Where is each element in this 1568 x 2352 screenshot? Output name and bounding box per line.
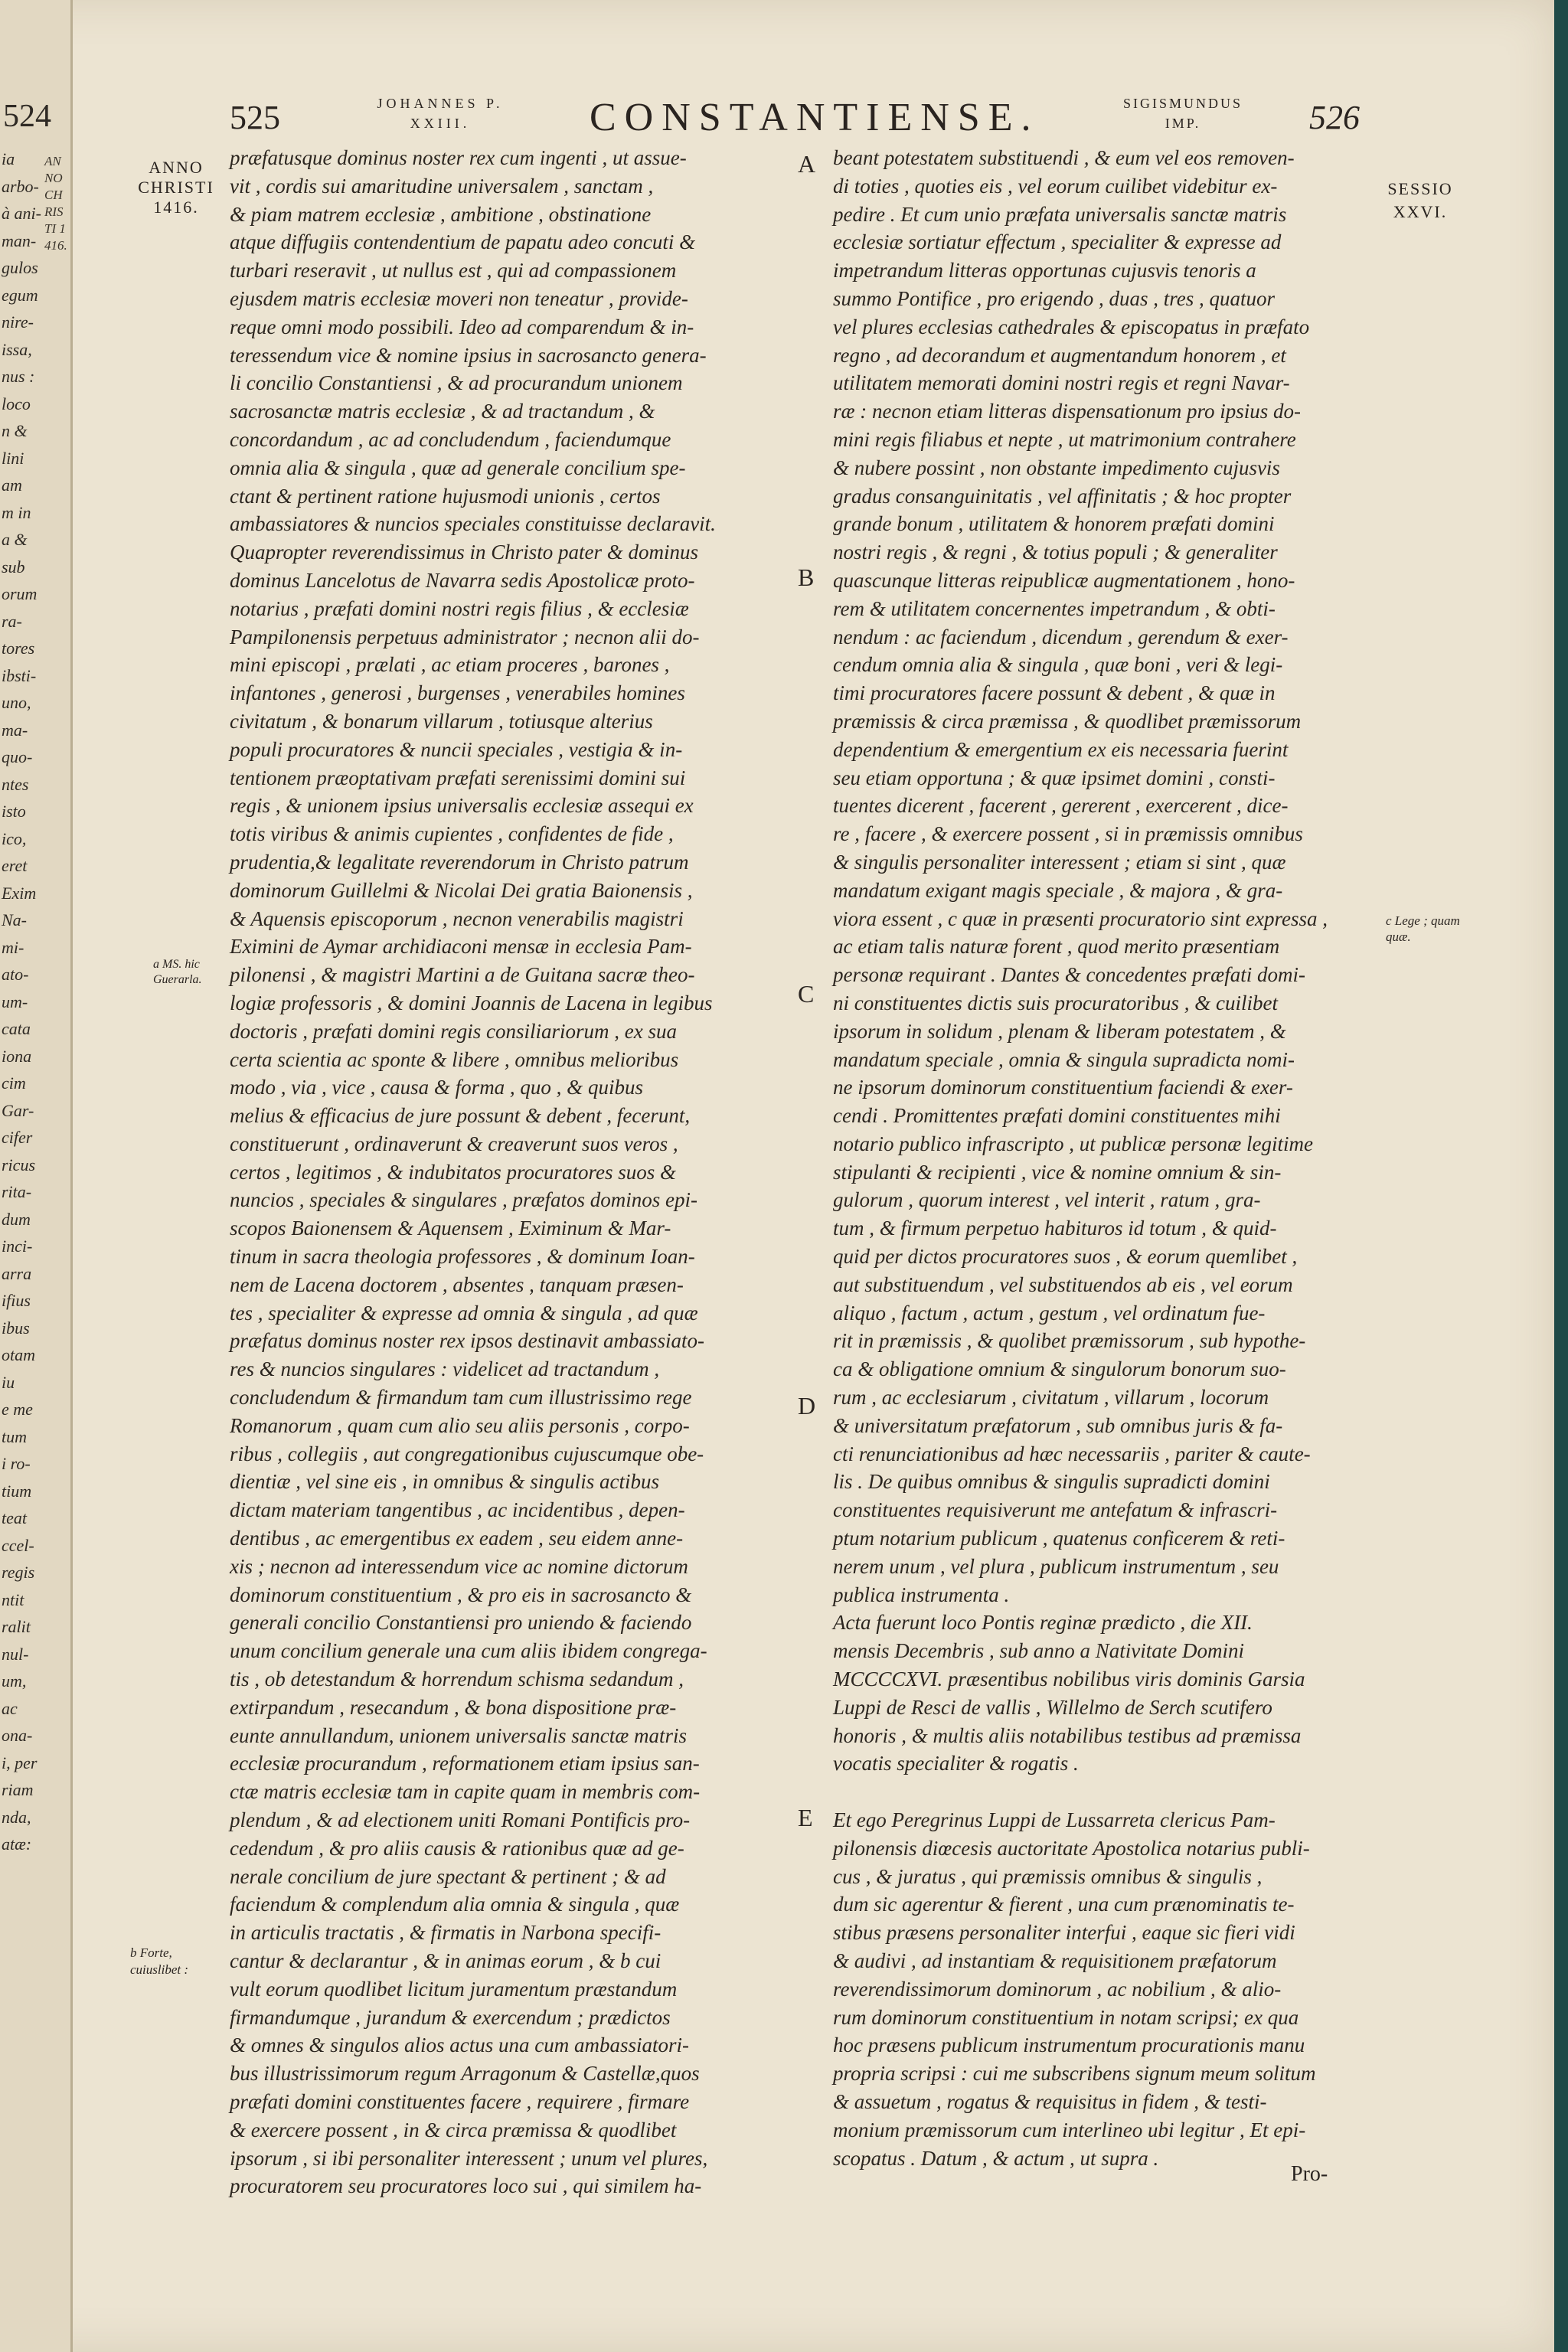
text-line: procuratorem seu procuratores loco sui , qui similem ha- (230, 2174, 702, 2198)
text-line: scopatus . Datum , & actum , ut supra . (833, 2146, 1159, 2170)
left-text-column (230, 144, 804, 2200)
section-letter-c: C (798, 980, 815, 1008)
text-line: propria scripsi : cui me subscribens signum meum solitum (833, 2062, 1316, 2086)
text-line: tuentes dicerent , facerent , gererent , exercerent , dice- (833, 794, 1289, 818)
previous-page-fragment: ia (2, 149, 15, 168)
previous-page-fragment: ricus (2, 1155, 35, 1174)
section-letter-a: A (798, 150, 816, 178)
text-line: ac etiam talis naturæ forent , quod merito præsentiam (833, 935, 1280, 959)
text-line: tum , & firmum perpetuo habituros id totum , & quid- (833, 1217, 1277, 1240)
previous-page-fragment: ico, (2, 828, 27, 848)
text-line: populi procuratores & nuncii speciales , vestigia & in- (230, 737, 683, 761)
section-letter-d: D (798, 1392, 816, 1419)
previous-page-fragment: issa, (2, 339, 32, 359)
text-line: ca & obligatione omnium & singulorum bonorum suo- (833, 1357, 1286, 1381)
text-line: bus illustrissimorum regum Arragonum & Castellæ,quos (230, 2062, 700, 2086)
text-line: ptum notarium publicum , quatenus conficerem & reti- (833, 1527, 1285, 1550)
previous-page-fragment: ifius (2, 1291, 31, 1310)
text-line: Acta fuerunt loco Pontis reginæ prædicto , die XII. (833, 1611, 1253, 1635)
text-line: aliquo , factum , actum , gestum , vel ordinatum fue- (833, 1301, 1266, 1325)
text-line: lis . De quibus omnibus & singulis supradicti domini (833, 1470, 1270, 1494)
previous-page-fragment: à ani- (2, 204, 41, 223)
text-line: personæ requirant . Dantes & concedentes præfati domi- (833, 963, 1305, 987)
text-line: & omnes & singulos alios actus una cum ambassiatori- (230, 2034, 690, 2057)
text-line: gradus consanguinitatis , vel affinitatis ; & hoc propter (833, 484, 1292, 508)
text-line: rem & utilitatem concernentes impetrandum , & obti- (833, 596, 1276, 620)
text-line: summo Pontifice , pro erigendo , duas , tres , quatuor (833, 286, 1275, 310)
text-line: nuncios , speciales & singulares , præfatos dominos epi- (230, 1188, 697, 1212)
text-line: constituentes requisiverunt me antefatum & infrascri- (833, 1498, 1278, 1522)
text-line: aut substituendum , vel substituendos ab eis , vel eorum (833, 1272, 1293, 1296)
text-line: Pampilonensis perpetuus administrator ; necnon alii do- (230, 625, 700, 648)
text-line: dominus Lancelotus de Navarra sedis Apostolicæ proto- (230, 568, 695, 592)
previous-page-fragment: inci- (2, 1236, 33, 1256)
previous-page-fragment: iu (2, 1372, 15, 1392)
text-line: nerale concilium de jure spectant & pertinent ; & ad (230, 1864, 666, 1888)
text-line: firmandumque , jurandum & exercendum ; prædictos (230, 2005, 671, 2029)
text-line: melius & efficacius de jure possunt & debent , fecerunt, (230, 1104, 691, 1128)
text-line: cus , & juratus , qui præmissis omnibus & singulis , (833, 1864, 1263, 1888)
previous-page-fragment: ato- (2, 965, 29, 984)
text-line: ambassiatores & nuncios speciales constituisse declaravit. (230, 512, 716, 536)
text-line: turbari reseravit , ut nullus est , qui ad compassionem (230, 259, 677, 283)
previous-page-fragment: rita- (2, 1182, 32, 1201)
text-line: & piam matrem ecclesiæ , ambitione , obstinatione (230, 202, 652, 226)
text-line: nostri regis , & regni , & totius populi ; & generaliter (833, 541, 1278, 564)
previous-page-fragment: otam (2, 1345, 35, 1364)
previous-page-text-fragments (2, 145, 41, 1858)
previous-page-fragment: ralit (2, 1617, 31, 1636)
text-line: di toties , quoties eis , vel eorum cuilibet videbitur ex- (833, 174, 1278, 198)
text-line: nendum : ac faciendum , dicendum , gerendum & exer- (833, 625, 1289, 648)
text-line: scopos Baionensem & Aquensem , Eximinum & Mar- (230, 1217, 671, 1240)
previous-page-fragment: orum (2, 584, 38, 603)
text-line: dependentium & emergentium ex eis necessaria fuerint (833, 737, 1289, 761)
text-line: dominorum constituentium , & pro eis in sacrosancto & (230, 1583, 692, 1606)
text-line: Luppi de Resci de vallis , Willelmo de Serch scutifero (833, 1695, 1272, 1719)
previous-page-fragment: riam (2, 1780, 34, 1799)
text-line: grande bonum , utilitatem & honorem præfati domini (833, 512, 1275, 536)
previous-page-fragment: arra (2, 1263, 32, 1283)
text-line: res & nuncios singulares : videlicet ad tractandum , (230, 1357, 660, 1381)
left-running-head: JOHANNES P. XXIII. (377, 96, 504, 131)
text-line: rum , ac ecclesiarum , civitatum , villarum , locorum (833, 1386, 1269, 1410)
text-line: cti renunciationibus ad hæc necessariis , pariter & caute- (833, 1442, 1311, 1465)
text-line: præfatusque dominus noster rex cum ingenti , ut assue- (230, 146, 687, 169)
previous-page-number: 524 (3, 99, 51, 134)
text-line: xis ; necnon ad interessendum vice ac nomine dictorum (230, 1554, 688, 1578)
text-line: ipsorum , si ibi personaliter interessent ; unum vel plures, (230, 2146, 708, 2170)
text-line: tes , specialiter & expresse ad omnia & singula , ad quæ (230, 1301, 698, 1325)
text-line: stipulanti & recipienti , vice & nomine omnium & sin- (833, 1160, 1282, 1184)
previous-page-fragment: Gar- (2, 1100, 34, 1120)
text-line: dentibus , ac emergentibus ex eadem , seu eidem anne- (230, 1527, 684, 1550)
text-line: vocatis specialiter & rogatis . (833, 1752, 1079, 1775)
previous-page-fragment: i, per (2, 1753, 38, 1772)
text-line: MCCCCXVI. præsentibus nobilibus viris dominis Garsia (833, 1668, 1305, 1691)
text-line: & exercere possent , in & circa præmissa & quodlibet (230, 2118, 677, 2141)
text-line: & assuetum , rogatus & requisitus in fidem , & testi- (833, 2089, 1267, 2113)
text-line: modo , via , vice , causa & forma , quo , & quibus (230, 1076, 643, 1099)
text-line: beant potestatem substituendi , & eum vel eos removen- (833, 146, 1295, 169)
text-line: & singulis personaliter interessent ; etiam si sint , quæ (833, 850, 1286, 874)
previous-page-edge (0, 0, 73, 2352)
anno-christi-note: ANNO CHRISTI 1416. (138, 158, 214, 217)
previous-page-fragment: lini (2, 448, 24, 468)
text-line: pedire . Et cum unio præfata universalis sanctæ matris (833, 202, 1287, 226)
text-line: nerem unum , vel plura , publicum instrumentum , seu (833, 1554, 1279, 1578)
text-line: Eximini de Aymar archidiaconi mensæ in ecclesia Pam- (230, 935, 692, 959)
previous-page-fragment: um, (2, 1671, 27, 1690)
section-letter-e: E (798, 1804, 813, 1831)
text-line: eunte annullandum, unionem universalis sanctæ matris (230, 1723, 687, 1747)
catchword: Pro- (1291, 2162, 1328, 2186)
text-line: regis , & unionem ipsius universalis ecclesiæ assequi ex (230, 794, 694, 818)
text-line: & Aquensis episcoporum , necnon venerabilis magistri (230, 906, 684, 930)
text-line: ipsorum in solidum , plenam & liberam potestatem , & (833, 1019, 1286, 1043)
previous-page-fragment: dum (2, 1209, 31, 1229)
text-line: dientiæ , vel sine eis , in omnibus & singulis actibus (230, 1470, 659, 1494)
text-line: præfati domini constituentes facere , requirere , firmare (230, 2089, 690, 2113)
text-line: omnia alia & singula , quæ ad generale concilium spe- (230, 456, 686, 479)
previous-page-fragment: egum (2, 285, 38, 305)
previous-page-fragment: e me (2, 1400, 33, 1419)
text-line: tinum in sacra theologia professores , & dominum Ioan- (230, 1245, 695, 1269)
previous-page-fragment: ra- (2, 611, 22, 631)
text-line: ctant & pertinent ratione hujusmodi unionis , certos (230, 484, 661, 508)
text-line: viora essent , c quæ in præsenti procuratorio sint expressa , (833, 906, 1328, 930)
previous-page-fragment: atæ: (2, 1834, 32, 1854)
previous-page-fragment: sub (2, 557, 25, 577)
text-line: rum dominorum constituentium in notam scripsi; ex qua (833, 2005, 1299, 2029)
previous-page-fragment: arbo- (2, 176, 39, 196)
page-title: CONSTANTIENSE. (590, 96, 1040, 139)
previous-page-fragment: teat (2, 1508, 27, 1527)
text-line: prudentia,& legalitate reverendorum in Christo patrum (230, 850, 689, 874)
text-line: monium præmissorum cum interlineo ubi legitur , Et epi- (833, 2118, 1306, 2141)
text-line: Romanorum , quam cum alio seu aliis personis , corpo- (230, 1413, 690, 1437)
text-line: regno , ad decorandum et augmentandum honorem , et (833, 343, 1286, 367)
text-line: ni constituentes dictis suis procuratoribus , & cuilibet (833, 991, 1278, 1014)
text-line: præfatus dominus noster rex ipsos destinavit ambassiato- (230, 1329, 705, 1353)
text-line: mini regis filiabus et nepte , ut matrimonium contrahere (833, 427, 1296, 451)
text-line: extirpandum , resecandum , & bona dispositione præ- (230, 1695, 677, 1719)
running-header (230, 86, 1485, 147)
text-line: stibus præsens personaliter interfui , eaque sic fieri vidi (833, 1921, 1295, 1945)
text-line: ecclesiæ procurandum , reformationem etiam ipsius san- (230, 1752, 700, 1775)
previous-page-fragment: nire- (2, 312, 34, 332)
text-line: dictam materiam tangentibus , ac incidentibus , depen- (230, 1498, 685, 1522)
previous-page-fragment: nda, (2, 1807, 31, 1827)
previous-page-fragment: cata (2, 1019, 31, 1038)
text-line: ecclesiæ sortiatur effectum , specialiter & expresse ad (833, 230, 1282, 254)
previous-page-fragment: tium (2, 1481, 32, 1501)
previous-page-side-label: ANNO CHRISTI 1416. (44, 154, 67, 253)
text-line: ne ipsorum dominorum constituentium faciendi & exer- (833, 1076, 1293, 1099)
margin-note-c: c Lege ; quam quæ. (1386, 913, 1460, 944)
text-line: cantur & declarantur , & in animas eorum , & b cui (230, 1949, 662, 1972)
previous-page-fragment: eret (2, 856, 28, 875)
previous-page-fragment: ntit (2, 1589, 24, 1609)
previous-page-fragment: ntes (2, 774, 29, 794)
text-line: reque omni modo possibili. Ideo ad comparendum & in- (230, 315, 694, 338)
text-line: rit in præmissis , & quolibet præmissorum , sub hypothe- (833, 1329, 1306, 1353)
text-line: civitatum , & bonarum villarum , totiusque alterius (230, 709, 653, 733)
previous-page-fragment: ibsti- (2, 665, 37, 685)
text-line: timi procuratores facere possunt & debent , & quæ in (833, 681, 1276, 705)
text-line: Et ego Peregrinus Luppi de Lussarreta clericus Pam- (833, 1808, 1276, 1832)
previous-page-fragment: cifer (2, 1128, 33, 1147)
previous-page-fragment: ibus (2, 1318, 30, 1338)
previous-page-fragment: ma- (2, 720, 28, 740)
text-line: & audivi , ad instantiam & requisitionem præfatorum (833, 1949, 1277, 1972)
text-line: pilonensi , & magistri Martini a de Guitana sacræ theo- (230, 963, 695, 987)
text-line: certa scientia ac sponte & libere , omnibus melioribus (230, 1047, 679, 1071)
text-line: ctæ matris ecclesiæ tam in capite quam in membris com- (230, 1780, 701, 1804)
text-line: quascunque litteras reipublicæ augmentationem , hono- (833, 568, 1295, 592)
text-line: re , facere , & exercere possent , si in præmissis omnibus (833, 822, 1303, 846)
previous-page-fragment: ccel- (2, 1535, 34, 1555)
text-line: & nubere possint , non obstante impedimento cujusvis (833, 456, 1280, 479)
text-line: cendi . Promittentes præfati domini constituentes mihi (833, 1104, 1281, 1128)
text-line: tis , ob detestandum & horrendum schisma sedandum , (230, 1668, 684, 1691)
text-line: præmissis & circa præmissa , & quodlibet præmissorum (833, 709, 1302, 733)
previous-page-fragment: Na- (2, 910, 27, 929)
previous-page-fragment: a & (2, 530, 28, 549)
left-page-number: 525 (230, 99, 280, 136)
previous-page-fragment: tum (2, 1426, 27, 1446)
previous-page-fragment: n & (2, 421, 28, 440)
text-line: vult eorum quodlibet licitum juramentum præstandum (230, 1977, 678, 2001)
text-line: impetrandum litteras opportunas cujusvis tenoris a (833, 259, 1256, 283)
text-line: logiæ professoris , & domini Joannis de Lacena in legibus (230, 991, 713, 1014)
previous-page-fragment: um- (2, 991, 28, 1011)
text-line: constituerunt , ordinaverunt & creaverunt suos veros , (230, 1132, 678, 1155)
text-line: plendum , & ad electionem uniti Romani Pontificis pro- (230, 1808, 691, 1832)
section-letter-b: B (798, 564, 815, 591)
previous-page-fragment: iona (2, 1046, 32, 1066)
previous-page-fragment: man- (2, 230, 37, 250)
previous-page-fragment: mi- (2, 937, 24, 957)
previous-page-fragment: gulos (2, 258, 38, 277)
text-line: Quapropter reverendissimus in Christo pater & dominus (230, 541, 698, 564)
previous-page-fragment: loco (2, 394, 31, 413)
text-line: mandatum exigant magis speciale , & majora , & gra- (833, 878, 1283, 902)
text-line: teressendum vice & nomine ipsius in sacrosancto genera- (230, 343, 707, 367)
text-line: nem de Lacena doctorem , absentes , tanquam præsen- (230, 1272, 684, 1296)
text-line: gulorum , quorum interest , vel interit , ratum , gra- (833, 1188, 1261, 1212)
previous-page-fragment: Exim (2, 883, 37, 903)
right-page-number: 526 (1309, 99, 1360, 136)
previous-page-fragment: regis (2, 1563, 35, 1582)
text-line: mensis Decembris , sub anno a Nativitate Domini (833, 1639, 1244, 1663)
right-text-column (833, 144, 1407, 2172)
text-line: seu etiam opportuna ; & quæ ipsimet domini , consti- (833, 766, 1276, 789)
text-line: faciendum & complendum alia omnia & singula , quæ (230, 1893, 680, 1916)
text-line: infantones , generosi , burgenses , venerabiles homines (230, 681, 685, 705)
previous-page-fragment: nus : (2, 367, 35, 386)
text-line: quid per dictos procuratores suos , & eorum quemlibet , (833, 1245, 1298, 1269)
right-running-head: SIGISMUNDUS IMP. (1122, 96, 1243, 131)
text-line: publica instrumenta . (833, 1583, 1010, 1606)
text-line: pilonensis diœcesis auctoritate Apostolica notarius publi- (833, 1836, 1310, 1860)
text-line: ræ : necnon etiam litteras dispensationum pro ipsius do- (833, 400, 1301, 423)
text-line: certos , legitimos , & indubitatos procuratores suos & (230, 1160, 677, 1184)
previous-page-fragment: tores (2, 639, 35, 658)
text-line: doctoris , præfati domini regis consiliariorum , ex sua (230, 1019, 678, 1043)
text-line: dum sic agerentur & fierent , una cum prænominatis te- (833, 1893, 1295, 1916)
text-line: honoris , & multis aliis notabilibus testibus ad præmissa (833, 1723, 1302, 1747)
margin-note-b: b Forte, cuiuslibet : (130, 1945, 189, 1977)
text-line: vit , cordis sui amaritudine universalem , sanctam , (230, 174, 654, 198)
text-line: notarius , præfati domini nostri regis filius , & ecclesiæ (230, 596, 689, 620)
text-line: li concilio Constantiensi , & ad procurandum unionem (230, 371, 683, 395)
text-line: generali concilio Constantiensi pro uniendo & faciendo (230, 1611, 692, 1635)
previous-page-fragment: ac (2, 1698, 18, 1718)
sessio-note: SESSIO XXVI. (1387, 179, 1453, 221)
text-line: atque diffugiis contendentium de papatu adeo concuti & (230, 230, 696, 254)
text-line: utilitatem memorati domini nostri regis et regni Navar- (833, 371, 1290, 395)
previous-page-fragment: am (2, 475, 22, 495)
previous-page-fragment: uno, (2, 693, 31, 712)
previous-page-fragment: quo- (2, 747, 33, 766)
text-line: totis viribus & animis cupientes , confidentes de fide , (230, 822, 674, 846)
text-line: mandatum speciale , omnia & singula supradicta nomi- (833, 1047, 1295, 1071)
text-line: tentionem præoptativam præfati serenissimi domini sui (230, 766, 686, 789)
text-line: & universitatum præfatorum , sub omnibus juris & fa- (833, 1413, 1283, 1437)
previous-page-fragment: isto (2, 802, 26, 821)
previous-page-fragment: nul- (2, 1644, 29, 1664)
text-line: dominorum Guillelmi & Nicolai Dei gratia Baionensis , (230, 878, 693, 902)
text-line: ribus , collegiis , aut congregationibus cujuscumque obe- (230, 1442, 704, 1465)
previous-page-fragment: cim (2, 1073, 26, 1093)
text-line: hoc præsens publicum instrumentum procurationis manu (833, 2034, 1305, 2057)
text-line: cedendum , & pro aliis causis & rationibus quæ ad ge- (230, 1836, 684, 1860)
text-line (833, 1778, 1407, 1806)
text-line: mini episcopi , prælati , ac etiam proceres , barones , (230, 653, 670, 677)
text-line: concordandum , ac ad concludendum , faciendumque (230, 427, 671, 451)
margin-note-a: a MS. hic Guerarla. (153, 958, 202, 986)
text-line: ejusdem matris ecclesiæ moveri non teneatur , provide- (230, 286, 688, 310)
previous-page-fragment: ona- (2, 1726, 33, 1745)
text-line: concludendum & firmandum tam cum illustrissimo rege (230, 1386, 692, 1410)
text-line: cendum omnia alia & singula , quæ boni , veri & legi- (833, 653, 1283, 677)
previous-page-fragment: i ro- (2, 1454, 31, 1473)
text-line: sacrosanctæ matris ecclesiæ , & ad tractandum , & (230, 400, 655, 423)
text-line: in articulis tractatis , & firmatis in Narbona specifi- (230, 1921, 662, 1945)
text-line: vel plures ecclesias cathedrales & episcopatus in præfato (833, 315, 1310, 338)
text-line: reverendissimorum dominorum , ac nobilium , & alio- (833, 1977, 1282, 2001)
text-line: unum concilium generale una cum aliis ibidem congrega- (230, 1639, 707, 1663)
previous-page-fragment: m in (2, 502, 31, 522)
text-line: notario publico infrascripto , ut publicæ personæ legitime (833, 1132, 1313, 1155)
